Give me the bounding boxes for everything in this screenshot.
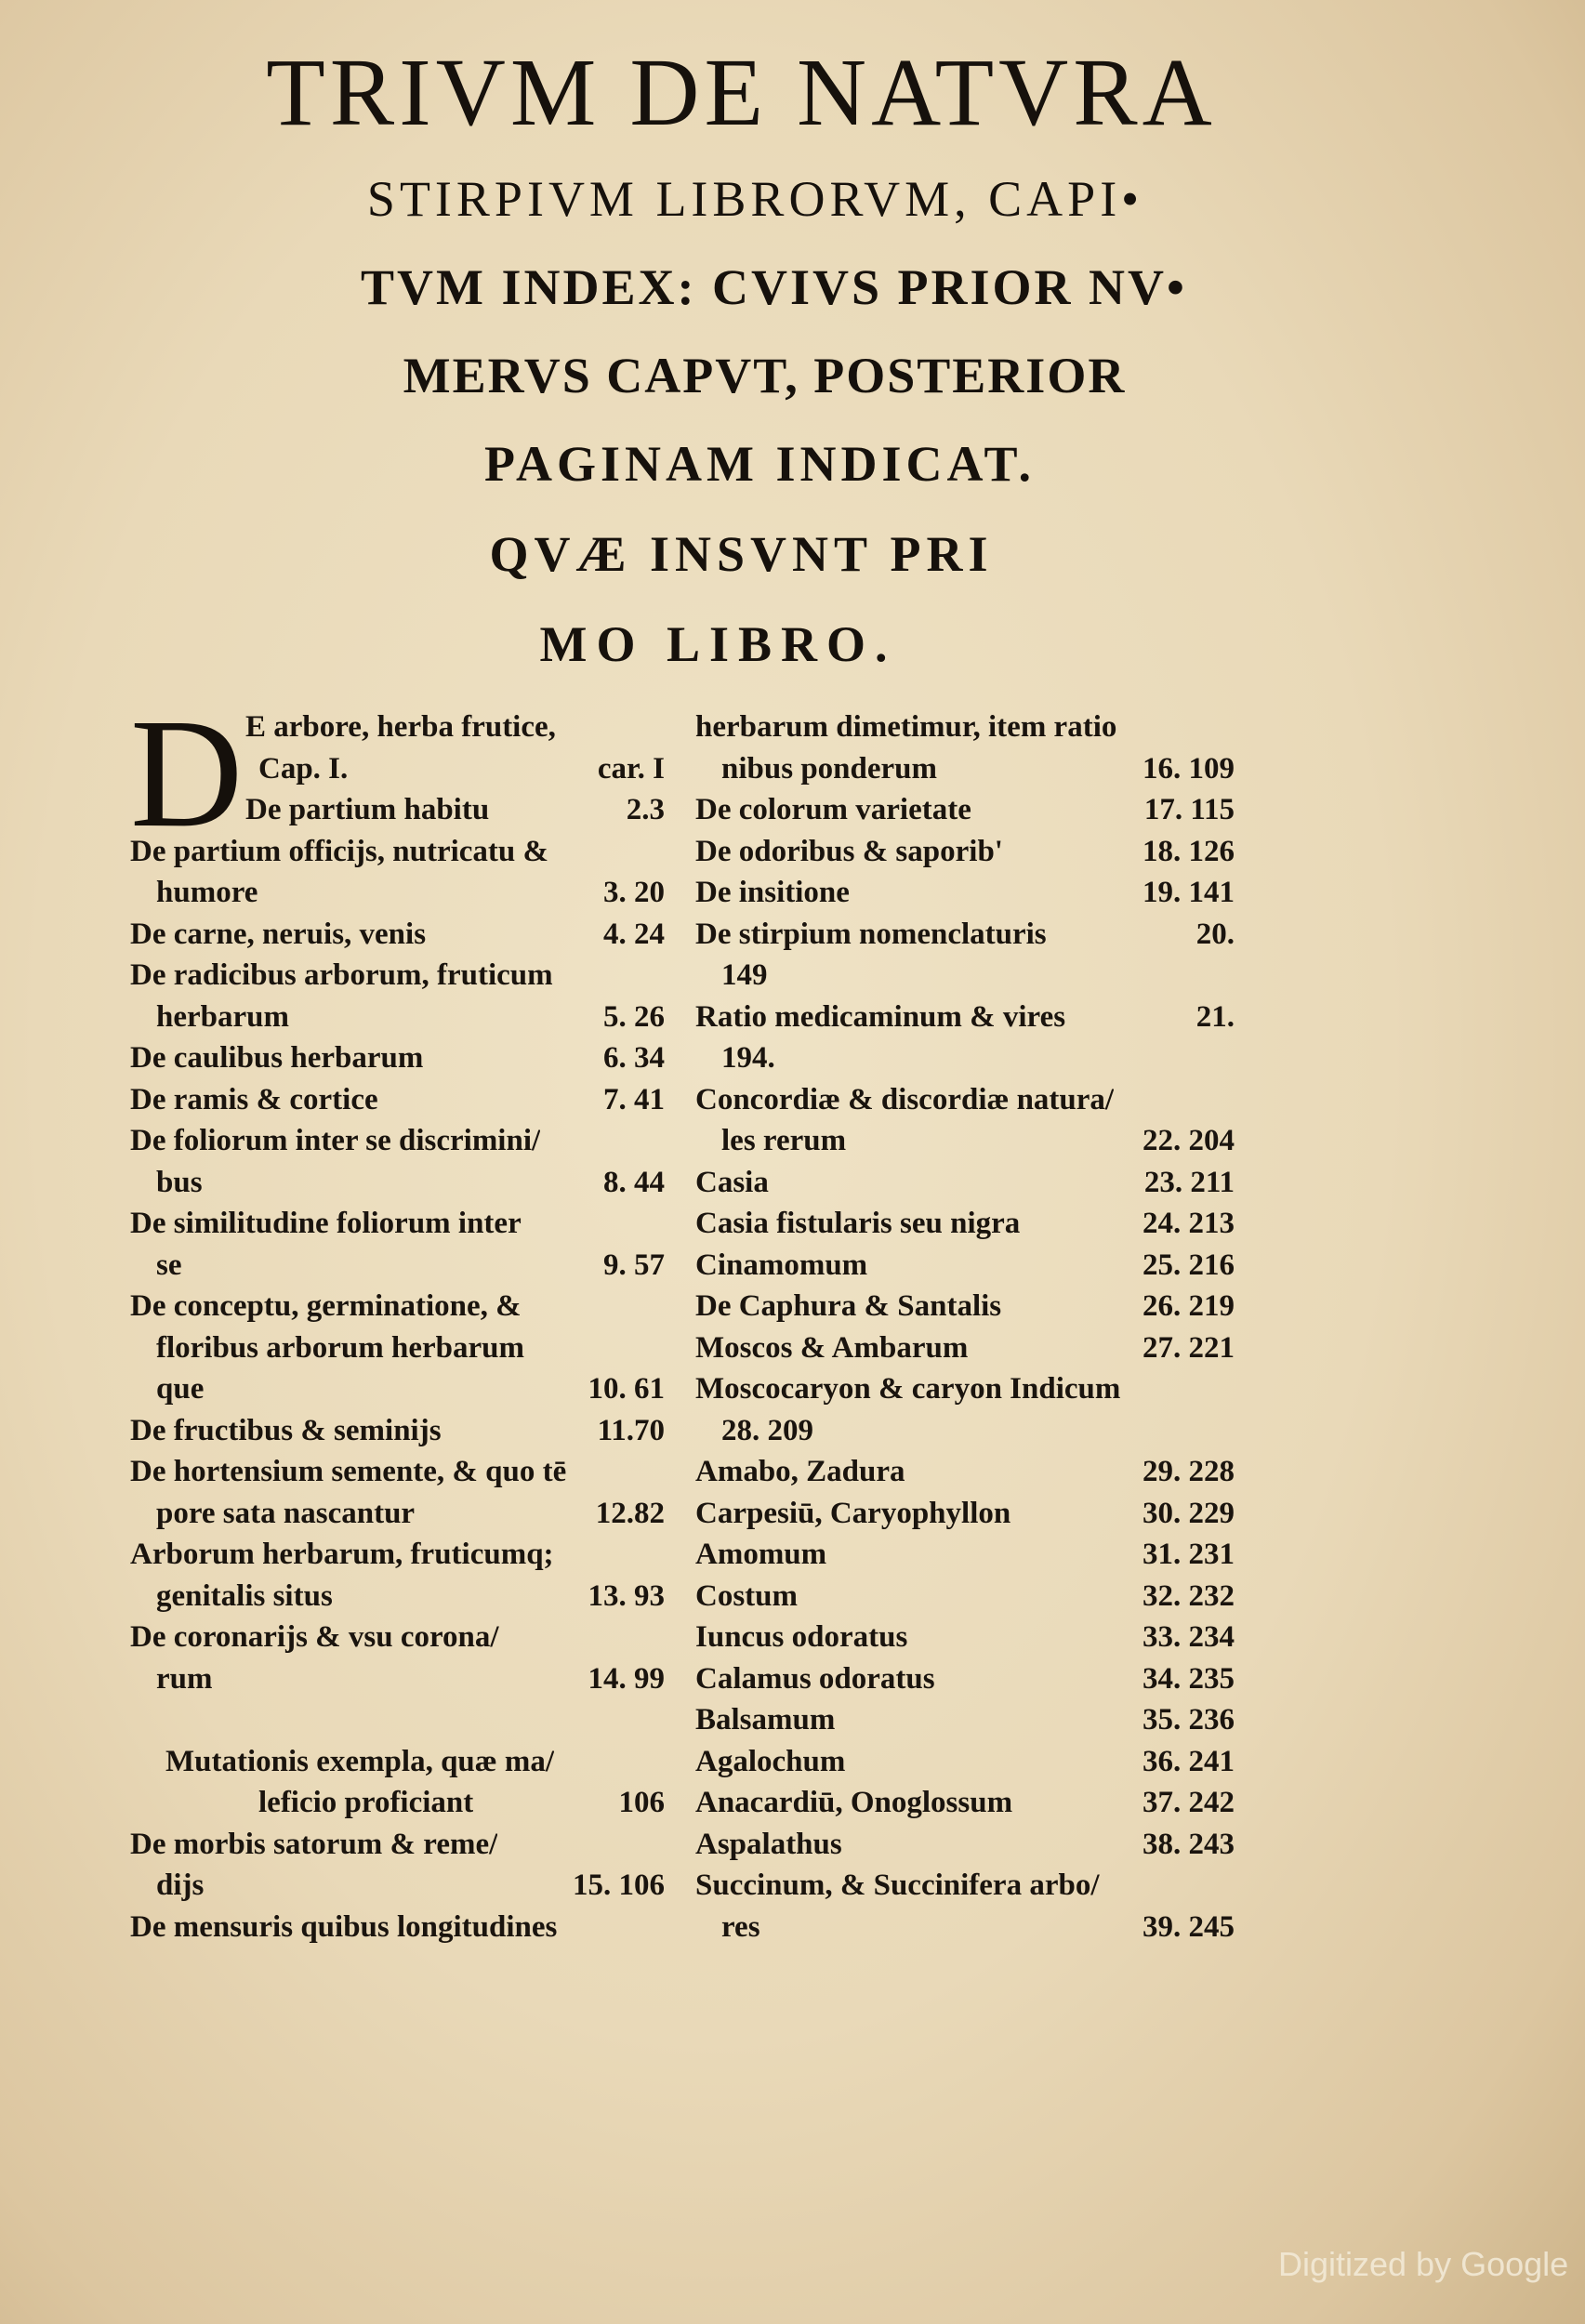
index-entry xyxy=(130,748,665,790)
index-entry-reference: 9. 57 xyxy=(603,1248,665,1282)
drop-cap: D xyxy=(130,687,244,860)
index-entry-reference: 27. 221 xyxy=(1143,1330,1235,1365)
index-entry xyxy=(695,1286,1235,1327)
index-entry-title: floribus arborum herbarum xyxy=(156,1330,524,1365)
index-entry-reference: 36. 241 xyxy=(1143,1744,1235,1778)
index-entry xyxy=(695,1203,1235,1245)
index-entry-title: De stirpium nomenclaturis xyxy=(695,917,1047,951)
index-entry-reference: 10. 61 xyxy=(588,1372,665,1406)
index-entry-title: herbarum dimetimur, item ratio xyxy=(695,710,1117,744)
index-entry-title: Succinum, & Succinifera arbo/ xyxy=(695,1868,1100,1902)
index-entry-title: se xyxy=(156,1248,182,1282)
index-entry-reference: 6. 34 xyxy=(603,1041,665,1075)
index-entry xyxy=(695,1368,1235,1410)
index-entry-title: herbarum xyxy=(156,999,289,1034)
index-entry-reference: 7. 41 xyxy=(603,1082,665,1116)
index-entry-title: De partium officijs, nutricatu & xyxy=(130,834,549,868)
index-entry-reference: 14. 99 xyxy=(588,1661,665,1696)
index-entry-title: Iuncus odoratus xyxy=(695,1620,908,1654)
index-entry-reference: 11.70 xyxy=(597,1413,665,1447)
heading-line-5: PAGINAM INDICAT. xyxy=(484,436,1036,492)
index-entry xyxy=(695,1451,1235,1493)
index-entry-reference: 8. 44 xyxy=(603,1165,665,1199)
index-entry xyxy=(130,914,665,956)
index-entry-title: De partium habitu xyxy=(245,793,490,826)
index-entry xyxy=(695,1245,1235,1287)
index-entry-title: Agalochum xyxy=(695,1744,846,1778)
index-entry-reference: 30. 229 xyxy=(1143,1496,1235,1530)
index-entry-title: que xyxy=(156,1372,205,1406)
index-entry xyxy=(130,1451,665,1493)
index-entry-title: 28. 209 xyxy=(721,1413,813,1447)
index-entry-reference: 17. 115 xyxy=(1143,793,1235,826)
index-entry xyxy=(695,1120,1235,1162)
index-entry-reference: 3. 20 xyxy=(603,876,665,909)
index-entry xyxy=(130,1617,665,1658)
heading-line-2: STIRPIVM LIBRORVM, CAPI• xyxy=(366,171,1144,227)
index-entry-title: Amabo, Zadura xyxy=(695,1455,905,1488)
index-entry xyxy=(695,1782,1235,1824)
index-entry xyxy=(695,1576,1235,1618)
index-entry-title: De carne, neruis, venis xyxy=(130,917,427,951)
section-heading-line-1: QVÆ INSVNT PRI xyxy=(489,526,994,582)
index-entry xyxy=(695,872,1235,914)
index-entry-title: De coronarijs & vsu corona/ xyxy=(130,1620,499,1654)
index-entry-reference: 37. 242 xyxy=(1143,1786,1235,1819)
index-entry xyxy=(130,1865,665,1907)
index-entry-title: res xyxy=(721,1909,760,1944)
index-entry-reference: 12.82 xyxy=(595,1496,665,1530)
index-entry-title: Arborum herbarum, fruticumq; xyxy=(130,1538,554,1571)
index-entry xyxy=(130,1245,665,1287)
index-entry xyxy=(695,789,1235,831)
index-entry-reference: 106 xyxy=(618,1786,665,1819)
index-entry-reference: 38. 243 xyxy=(1143,1827,1235,1861)
index-entry-title: nibus ponderum xyxy=(721,751,938,786)
index-entry-reference: 24. 213 xyxy=(1143,1207,1235,1240)
index-entry-title: De colorum varietate xyxy=(695,793,971,826)
heading-line-3: TVM INDEX: CVIVS PRIOR NV• xyxy=(361,259,1187,315)
index-entry-reference: 23. 211 xyxy=(1143,1165,1235,1199)
index-entry-title: De morbis satorum & reme/ xyxy=(130,1827,498,1861)
index-entry-reference: 31. 231 xyxy=(1143,1538,1235,1571)
index-entry xyxy=(130,1534,665,1576)
index-entry xyxy=(130,1327,665,1369)
index-entry xyxy=(130,1286,665,1327)
index-entry-title: De fructibus & seminijs xyxy=(130,1413,442,1447)
index-entry xyxy=(695,1534,1235,1576)
index-entry-reference: 26. 219 xyxy=(1143,1289,1235,1323)
index-entry xyxy=(695,1493,1235,1535)
index-entry xyxy=(130,1037,665,1079)
index-entry-reference: 5. 26 xyxy=(603,999,665,1034)
index-entry-title: 149 xyxy=(721,958,768,992)
index-entry xyxy=(695,706,1235,748)
index-entry-reference: 16. 109 xyxy=(1143,751,1235,786)
index-entry-reference: 20. xyxy=(1195,917,1235,951)
index-entry xyxy=(695,914,1235,956)
index-entry-reference: 29. 228 xyxy=(1143,1455,1235,1488)
index-entry-title: genitalis situs xyxy=(156,1578,333,1613)
index-entry xyxy=(695,1658,1235,1700)
index-entry-title: Aspalathus xyxy=(695,1827,842,1861)
index-entry-title: bus xyxy=(156,1165,203,1199)
index-entry-title: Carpesiū, Caryophyllon xyxy=(695,1496,1011,1530)
index-entry xyxy=(130,1576,665,1618)
index-entry xyxy=(695,1037,1235,1079)
index-entry xyxy=(130,1493,665,1535)
index-entry-reference: 21. xyxy=(1195,999,1235,1034)
index-entry xyxy=(695,1410,1235,1452)
index-entry-reference: 19. 141 xyxy=(1143,876,1235,909)
index-entry-reference: 39. 245 xyxy=(1143,1909,1235,1944)
index-entry xyxy=(695,1079,1235,1121)
index-entry-title: E arbore, herba frutice, xyxy=(245,710,556,744)
index-entry-title: Anacardiū, Onoglossum xyxy=(695,1786,1013,1819)
index-entry xyxy=(130,955,665,997)
index-column-left xyxy=(130,687,665,1948)
index-entry-title: leficio proficiant xyxy=(258,1786,474,1819)
index-column-right xyxy=(695,706,1235,1948)
index-entry-title: Casia xyxy=(695,1165,769,1199)
index-entry-title: De radicibus arborum, fruticum xyxy=(130,958,553,992)
index-entry-title: De similitudine foliorum inter xyxy=(130,1207,522,1240)
index-entry-title: Casia fistularis seu nigra xyxy=(695,1207,1021,1240)
watermark: Digitized by Google xyxy=(1278,2245,1569,2283)
index-entry-title: Concordiæ & discordiæ natura/ xyxy=(695,1082,1115,1116)
index-entry-title: pore sata nascantur xyxy=(156,1496,416,1530)
index-entry xyxy=(130,1658,665,1700)
index-entry-title: les rerum xyxy=(721,1124,847,1157)
index-entry xyxy=(695,831,1235,873)
index-entry-title: De ramis & cortice xyxy=(130,1082,378,1116)
index-entry-title: De hortensium semente, & quo tē xyxy=(130,1455,567,1488)
page-title: TRIVM DE NATVRA xyxy=(266,39,1217,146)
index-entry-title: Moscos & Ambarum xyxy=(695,1330,969,1365)
index-entry-reference: 18. 126 xyxy=(1143,834,1235,868)
index-entry xyxy=(130,1782,665,1824)
index-entry-reference: 15. 106 xyxy=(573,1868,665,1902)
index-entry-reference: 22. 204 xyxy=(1143,1124,1235,1157)
section-heading-line-2: MO LIBRO. xyxy=(539,616,897,672)
index-entry xyxy=(695,1699,1235,1741)
index-entry xyxy=(695,1162,1235,1204)
index-entry-title: dijs xyxy=(156,1868,205,1902)
index-entry xyxy=(130,1079,665,1121)
index-entry xyxy=(695,955,1235,997)
index-entry-reference: 32. 232 xyxy=(1143,1578,1235,1613)
index-entry-reference: 4. 24 xyxy=(603,917,665,951)
index-entry xyxy=(130,1410,665,1452)
index-entry xyxy=(695,997,1235,1038)
index-entry-title: Ratio medicaminum & vires xyxy=(695,999,1066,1034)
index-entry-title: De caulibus herbarum xyxy=(130,1041,424,1075)
index-entry xyxy=(130,789,665,831)
index-entry-reference: 33. 234 xyxy=(1143,1620,1235,1654)
index-entry-title: De odoribus & saporib' xyxy=(695,834,1003,868)
index-entry-title: Mutationis exempla, quæ ma/ xyxy=(165,1744,555,1778)
index-entry-title: Calamus odoratus xyxy=(695,1661,935,1696)
index-entry-title: De conceptu, germinatione, & xyxy=(130,1289,522,1323)
index-entry-title: De mensuris quibus longitudines xyxy=(130,1909,558,1944)
index-entry xyxy=(695,1741,1235,1783)
index-entry-title: 194. xyxy=(721,1041,775,1075)
index-entry-reference: 34. 235 xyxy=(1143,1661,1235,1696)
index-entry-title: rum xyxy=(156,1661,213,1696)
index-entry xyxy=(130,831,665,873)
index-entry xyxy=(130,1120,665,1162)
index-entry-title: Moscocaryon & caryon Indicum xyxy=(695,1372,1121,1406)
index-entry xyxy=(130,997,665,1038)
index-entry-title: De foliorum inter se discrimini/ xyxy=(130,1124,541,1157)
index-entry-reference: car. I xyxy=(597,751,665,786)
index-entry xyxy=(130,1741,665,1783)
index-entry xyxy=(130,872,665,914)
index-entry-title: Balsamum xyxy=(695,1703,836,1736)
index-entry-reference: 25. 216 xyxy=(1143,1248,1235,1282)
index-entry xyxy=(130,1368,665,1410)
index-entry xyxy=(130,1907,665,1948)
index-entry xyxy=(130,1203,665,1245)
index-entry-title: Cinamomum xyxy=(695,1248,868,1282)
index-entry-reference: 35. 236 xyxy=(1143,1703,1235,1736)
index-entry-title: De Caphura & Santalis xyxy=(695,1289,1002,1323)
index-entry-title: De insitione xyxy=(695,876,850,909)
index-entry xyxy=(130,1699,665,1741)
index-entry-title: humore xyxy=(156,876,258,909)
index-entry xyxy=(695,1617,1235,1658)
index-entry-title: Costum xyxy=(695,1578,799,1613)
index-entry xyxy=(695,1865,1235,1907)
index-entry xyxy=(695,748,1235,790)
index-entry xyxy=(130,1824,665,1866)
index-entry-reference: 2.3 xyxy=(626,793,665,826)
index-entry xyxy=(695,1327,1235,1369)
index-entry-title: Amomum xyxy=(695,1538,827,1571)
index-entry-reference: 13. 93 xyxy=(588,1578,665,1613)
index-entry-title: Cap. I. xyxy=(258,751,349,786)
index-entry xyxy=(695,1824,1235,1866)
heading-line-4: MERVS CAPVT, POSTERIOR xyxy=(403,348,1127,403)
index-entry xyxy=(130,1162,665,1204)
index-entry xyxy=(695,1907,1235,1948)
index-entry xyxy=(130,706,665,748)
